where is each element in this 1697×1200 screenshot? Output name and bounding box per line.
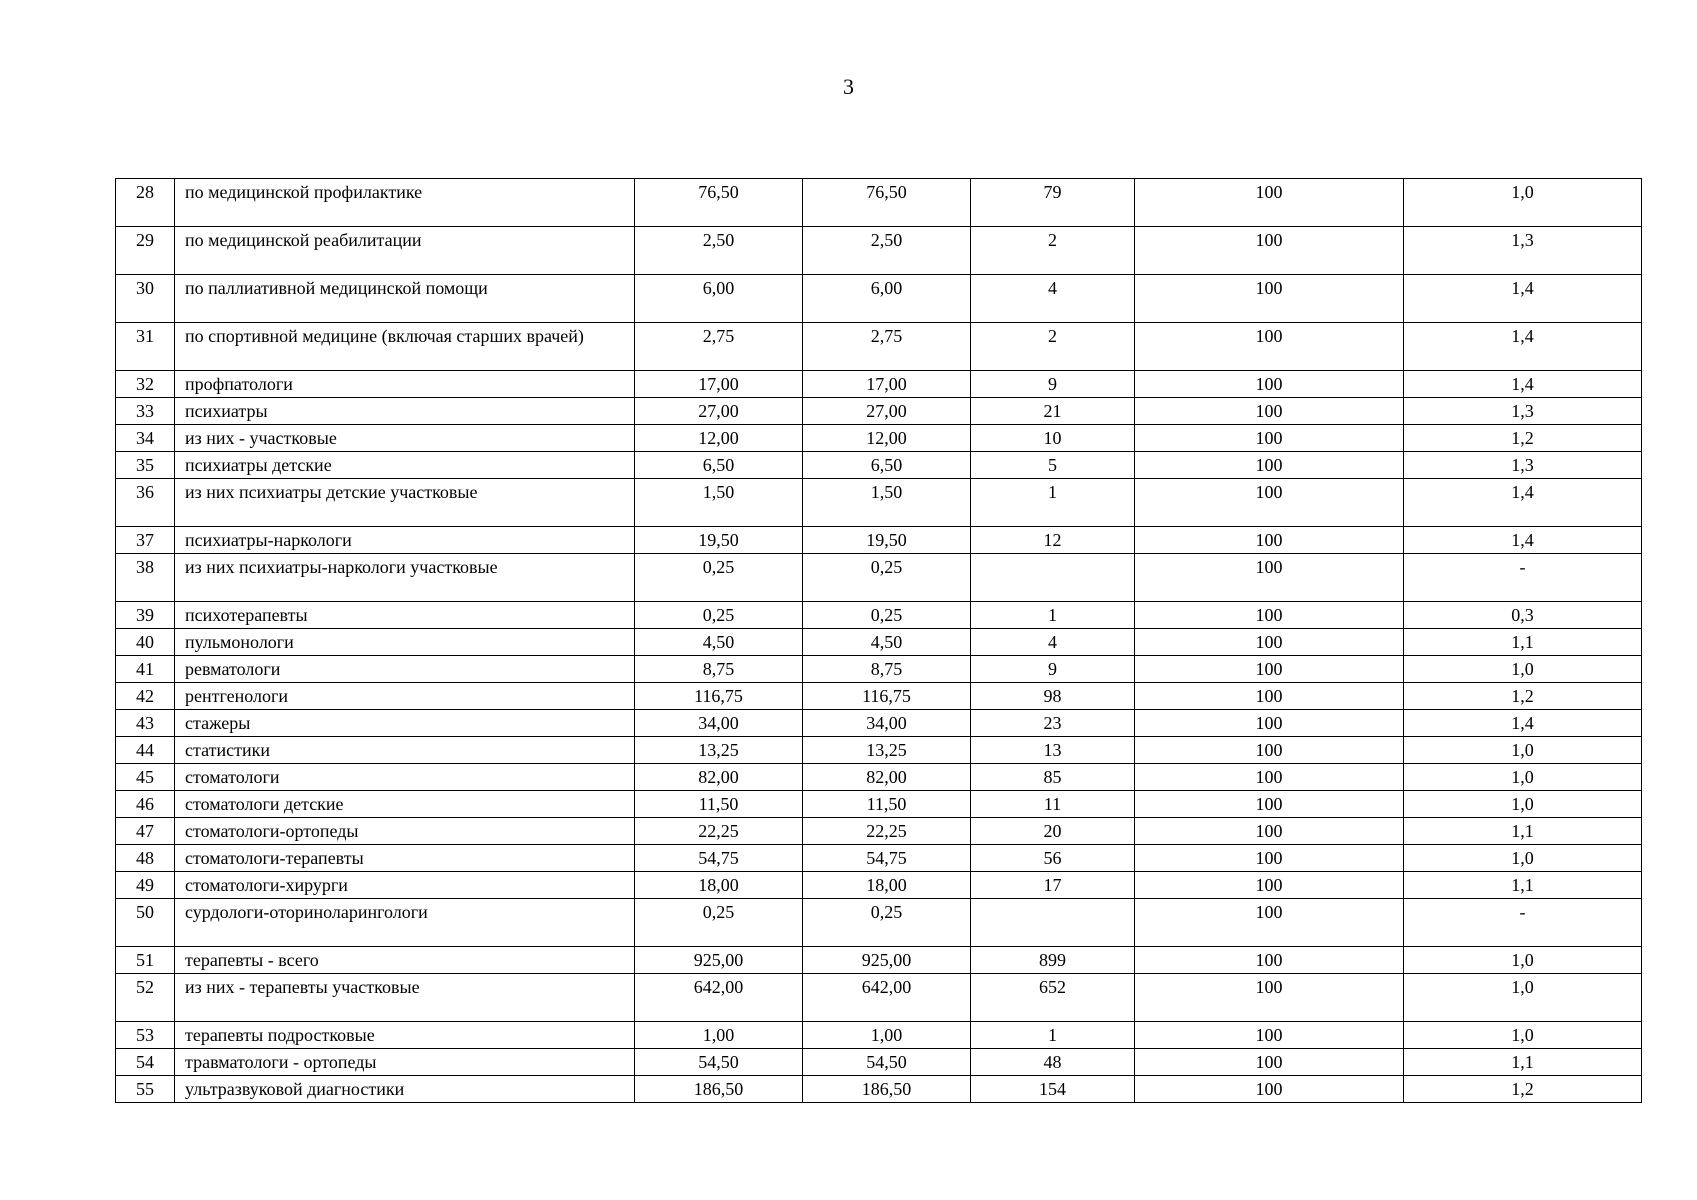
value-cell-1: 13,25	[635, 737, 803, 764]
value-cell-1: 2,50	[635, 227, 803, 275]
row-number-cell: 42	[116, 683, 175, 710]
value-cell-5: 1,2	[1404, 425, 1642, 452]
value-cell-3: 2	[971, 227, 1135, 275]
value-cell-3	[971, 899, 1135, 947]
value-cell-2: 116,75	[803, 683, 971, 710]
value-cell-4: 100	[1135, 764, 1404, 791]
specialty-name-cell: психиатры-наркологи	[175, 527, 635, 554]
table-row	[116, 479, 1642, 527]
value-cell-4: 100	[1135, 656, 1404, 683]
table-row	[116, 554, 1642, 602]
value-cell-5: -	[1404, 899, 1642, 947]
table-body	[116, 179, 1642, 1103]
value-cell-2: 4,50	[803, 629, 971, 656]
value-cell-4: 100	[1135, 818, 1404, 845]
value-cell-1: 0,25	[635, 554, 803, 602]
value-cell-3: 48	[971, 1049, 1135, 1076]
table-row	[116, 1076, 1642, 1103]
value-cell-4: 100	[1135, 1076, 1404, 1103]
row-number-cell: 29	[116, 227, 175, 275]
value-cell-3: 899	[971, 947, 1135, 974]
value-cell-5: 1,0	[1404, 656, 1642, 683]
table-row	[116, 527, 1642, 554]
table-row	[116, 1049, 1642, 1076]
specialty-name-cell: по паллиативной медицинской помощи	[175, 275, 635, 323]
table-row	[116, 1022, 1642, 1049]
value-cell-3: 13	[971, 737, 1135, 764]
value-cell-4: 100	[1135, 629, 1404, 656]
value-cell-1: 0,25	[635, 602, 803, 629]
row-number-cell: 30	[116, 275, 175, 323]
table-row	[116, 179, 1642, 227]
value-cell-3: 21	[971, 398, 1135, 425]
value-cell-5: -	[1404, 554, 1642, 602]
value-cell-2: 0,25	[803, 554, 971, 602]
specialty-name-cell: сурдологи-оториноларингологи	[175, 899, 635, 947]
page-number: 3	[843, 74, 854, 99]
value-cell-1: 2,75	[635, 323, 803, 371]
value-cell-5: 1,4	[1404, 275, 1642, 323]
value-cell-4: 100	[1135, 275, 1404, 323]
value-cell-2: 0,25	[803, 602, 971, 629]
value-cell-2: 6,50	[803, 452, 971, 479]
specialty-name-cell: психотерапевты	[175, 602, 635, 629]
row-number-cell: 34	[116, 425, 175, 452]
value-cell-2: 54,50	[803, 1049, 971, 1076]
value-cell-1: 8,75	[635, 656, 803, 683]
value-cell-5: 1,0	[1404, 764, 1642, 791]
value-cell-2: 0,25	[803, 899, 971, 947]
specialty-name-cell: стажеры	[175, 710, 635, 737]
table-row	[116, 683, 1642, 710]
specialty-name-cell: ревматологи	[175, 656, 635, 683]
value-cell-5: 1,4	[1404, 710, 1642, 737]
value-cell-2: 27,00	[803, 398, 971, 425]
specialty-name-cell: из них - участковые	[175, 425, 635, 452]
value-cell-2: 11,50	[803, 791, 971, 818]
row-number-cell: 51	[116, 947, 175, 974]
value-cell-2: 17,00	[803, 371, 971, 398]
row-number-cell: 33	[116, 398, 175, 425]
specialty-name-cell: из них - терапевты участковые	[175, 974, 635, 1022]
value-cell-1: 18,00	[635, 872, 803, 899]
row-number-cell: 45	[116, 764, 175, 791]
value-cell-2: 12,00	[803, 425, 971, 452]
value-cell-4: 100	[1135, 1049, 1404, 1076]
specialty-name-cell: травматологи - ортопеды	[175, 1049, 635, 1076]
row-number-cell: 46	[116, 791, 175, 818]
row-number-cell: 49	[116, 872, 175, 899]
value-cell-3: 56	[971, 845, 1135, 872]
value-cell-3: 5	[971, 452, 1135, 479]
value-cell-4: 100	[1135, 452, 1404, 479]
value-cell-5: 1,3	[1404, 227, 1642, 275]
value-cell-3: 1	[971, 479, 1135, 527]
value-cell-5: 1,4	[1404, 323, 1642, 371]
value-cell-4: 100	[1135, 479, 1404, 527]
value-cell-2: 8,75	[803, 656, 971, 683]
table-row	[116, 275, 1642, 323]
value-cell-5: 1,2	[1404, 1076, 1642, 1103]
value-cell-1: 925,00	[635, 947, 803, 974]
value-cell-2: 1,50	[803, 479, 971, 527]
value-cell-3: 85	[971, 764, 1135, 791]
specialty-name-cell: профпатологи	[175, 371, 635, 398]
table-row	[116, 974, 1642, 1022]
value-cell-4: 100	[1135, 323, 1404, 371]
value-cell-4: 100	[1135, 554, 1404, 602]
value-cell-5: 1,1	[1404, 818, 1642, 845]
value-cell-2: 76,50	[803, 179, 971, 227]
value-cell-1: 12,00	[635, 425, 803, 452]
value-cell-1: 116,75	[635, 683, 803, 710]
row-number-cell: 43	[116, 710, 175, 737]
value-cell-4: 100	[1135, 425, 1404, 452]
value-cell-2: 13,25	[803, 737, 971, 764]
value-cell-2: 19,50	[803, 527, 971, 554]
value-cell-2: 1,00	[803, 1022, 971, 1049]
row-number-cell: 47	[116, 818, 175, 845]
value-cell-5: 1,0	[1404, 947, 1642, 974]
specialty-name-cell: стоматологи	[175, 764, 635, 791]
value-cell-5: 1,1	[1404, 872, 1642, 899]
table-row	[116, 371, 1642, 398]
value-cell-5: 1,4	[1404, 527, 1642, 554]
value-cell-5: 1,4	[1404, 371, 1642, 398]
row-number-cell: 55	[116, 1076, 175, 1103]
specialty-name-cell: психиатры	[175, 398, 635, 425]
value-cell-2: 925,00	[803, 947, 971, 974]
value-cell-2: 186,50	[803, 1076, 971, 1103]
row-number-cell: 31	[116, 323, 175, 371]
table-row	[116, 656, 1642, 683]
table-row	[116, 899, 1642, 947]
value-cell-1: 34,00	[635, 710, 803, 737]
value-cell-4: 100	[1135, 845, 1404, 872]
value-cell-5: 1,0	[1404, 737, 1642, 764]
value-cell-4: 100	[1135, 899, 1404, 947]
row-number-cell: 54	[116, 1049, 175, 1076]
value-cell-1: 54,75	[635, 845, 803, 872]
value-cell-1: 6,50	[635, 452, 803, 479]
value-cell-4: 100	[1135, 737, 1404, 764]
value-cell-3: 652	[971, 974, 1135, 1022]
value-cell-2: 2,50	[803, 227, 971, 275]
table-row	[116, 452, 1642, 479]
value-cell-1: 54,50	[635, 1049, 803, 1076]
value-cell-1: 27,00	[635, 398, 803, 425]
value-cell-4: 100	[1135, 371, 1404, 398]
value-cell-4: 100	[1135, 683, 1404, 710]
value-cell-2: 642,00	[803, 974, 971, 1022]
specialty-name-cell: терапевты - всего	[175, 947, 635, 974]
value-cell-4: 100	[1135, 527, 1404, 554]
row-number-cell: 53	[116, 1022, 175, 1049]
value-cell-5: 1,3	[1404, 398, 1642, 425]
value-cell-3: 98	[971, 683, 1135, 710]
value-cell-3: 9	[971, 656, 1135, 683]
value-cell-3: 1	[971, 1022, 1135, 1049]
table-row	[116, 398, 1642, 425]
value-cell-1: 186,50	[635, 1076, 803, 1103]
specialty-name-cell: пульмонологи	[175, 629, 635, 656]
table-row	[116, 602, 1642, 629]
value-cell-2: 2,75	[803, 323, 971, 371]
value-cell-1: 4,50	[635, 629, 803, 656]
staffing-table	[115, 178, 1642, 1103]
table-row	[116, 737, 1642, 764]
value-cell-2: 18,00	[803, 872, 971, 899]
value-cell-1: 11,50	[635, 791, 803, 818]
value-cell-2: 54,75	[803, 845, 971, 872]
row-number-cell: 38	[116, 554, 175, 602]
table-row	[116, 425, 1642, 452]
value-cell-1: 642,00	[635, 974, 803, 1022]
row-number-cell: 32	[116, 371, 175, 398]
value-cell-4: 100	[1135, 872, 1404, 899]
table-row	[116, 764, 1642, 791]
table-row	[116, 710, 1642, 737]
value-cell-1: 1,00	[635, 1022, 803, 1049]
table-row	[116, 791, 1642, 818]
value-cell-5: 1,0	[1404, 1022, 1642, 1049]
row-number-cell: 44	[116, 737, 175, 764]
specialty-name-cell: из них психиатры-наркологи участковые	[175, 554, 635, 602]
value-cell-3: 2	[971, 323, 1135, 371]
value-cell-3: 12	[971, 527, 1135, 554]
value-cell-1: 0,25	[635, 899, 803, 947]
value-cell-3: 154	[971, 1076, 1135, 1103]
value-cell-3: 11	[971, 791, 1135, 818]
value-cell-3	[971, 554, 1135, 602]
row-number-cell: 28	[116, 179, 175, 227]
value-cell-4: 100	[1135, 179, 1404, 227]
value-cell-1: 1,50	[635, 479, 803, 527]
value-cell-4: 100	[1135, 947, 1404, 974]
table-row	[116, 629, 1642, 656]
value-cell-3: 10	[971, 425, 1135, 452]
value-cell-5: 1,0	[1404, 845, 1642, 872]
specialty-name-cell: рентгенологи	[175, 683, 635, 710]
table-row	[116, 947, 1642, 974]
specialty-name-cell: стоматологи-терапевты	[175, 845, 635, 872]
value-cell-3: 20	[971, 818, 1135, 845]
specialty-name-cell: стоматологи-хирурги	[175, 872, 635, 899]
value-cell-1: 17,00	[635, 371, 803, 398]
value-cell-3: 17	[971, 872, 1135, 899]
row-number-cell: 40	[116, 629, 175, 656]
row-number-cell: 52	[116, 974, 175, 1022]
row-number-cell: 35	[116, 452, 175, 479]
value-cell-5: 1,1	[1404, 629, 1642, 656]
specialty-name-cell: по спортивной медицине (включая старших врачей)	[175, 323, 635, 371]
value-cell-5: 1,0	[1404, 179, 1642, 227]
value-cell-1: 19,50	[635, 527, 803, 554]
specialty-name-cell: терапевты подростковые	[175, 1022, 635, 1049]
value-cell-3: 23	[971, 710, 1135, 737]
value-cell-5: 1,0	[1404, 974, 1642, 1022]
row-number-cell: 39	[116, 602, 175, 629]
specialty-name-cell: ультразвуковой диагностики	[175, 1076, 635, 1103]
row-number-cell: 36	[116, 479, 175, 527]
table-row	[116, 323, 1642, 371]
row-number-cell: 37	[116, 527, 175, 554]
value-cell-2: 82,00	[803, 764, 971, 791]
row-number-cell: 41	[116, 656, 175, 683]
specialty-name-cell: статистики	[175, 737, 635, 764]
specialty-name-cell: стоматологи-ортопеды	[175, 818, 635, 845]
value-cell-1: 6,00	[635, 275, 803, 323]
table-row	[116, 818, 1642, 845]
value-cell-1: 76,50	[635, 179, 803, 227]
value-cell-3: 79	[971, 179, 1135, 227]
value-cell-2: 6,00	[803, 275, 971, 323]
value-cell-4: 100	[1135, 227, 1404, 275]
value-cell-5: 1,2	[1404, 683, 1642, 710]
value-cell-5: 1,1	[1404, 1049, 1642, 1076]
value-cell-3: 4	[971, 629, 1135, 656]
value-cell-4: 100	[1135, 710, 1404, 737]
specialty-name-cell: по медицинской реабилитации	[175, 227, 635, 275]
value-cell-4: 100	[1135, 791, 1404, 818]
value-cell-4: 100	[1135, 974, 1404, 1022]
row-number-cell: 48	[116, 845, 175, 872]
table-row	[116, 227, 1642, 275]
specialty-name-cell: по медицинской профилактике	[175, 179, 635, 227]
row-number-cell: 50	[116, 899, 175, 947]
value-cell-3: 4	[971, 275, 1135, 323]
table-row	[116, 845, 1642, 872]
value-cell-5: 1,3	[1404, 452, 1642, 479]
value-cell-5: 0,3	[1404, 602, 1642, 629]
value-cell-4: 100	[1135, 1022, 1404, 1049]
value-cell-2: 34,00	[803, 710, 971, 737]
value-cell-1: 82,00	[635, 764, 803, 791]
value-cell-1: 22,25	[635, 818, 803, 845]
value-cell-5: 1,4	[1404, 479, 1642, 527]
specialty-name-cell: психиатры детские	[175, 452, 635, 479]
value-cell-5: 1,0	[1404, 791, 1642, 818]
table-row	[116, 872, 1642, 899]
specialty-name-cell: стоматологи детские	[175, 791, 635, 818]
value-cell-4: 100	[1135, 602, 1404, 629]
value-cell-3: 1	[971, 602, 1135, 629]
specialty-name-cell: из них психиатры детские участковые	[175, 479, 635, 527]
value-cell-2: 22,25	[803, 818, 971, 845]
value-cell-4: 100	[1135, 398, 1404, 425]
value-cell-3: 9	[971, 371, 1135, 398]
